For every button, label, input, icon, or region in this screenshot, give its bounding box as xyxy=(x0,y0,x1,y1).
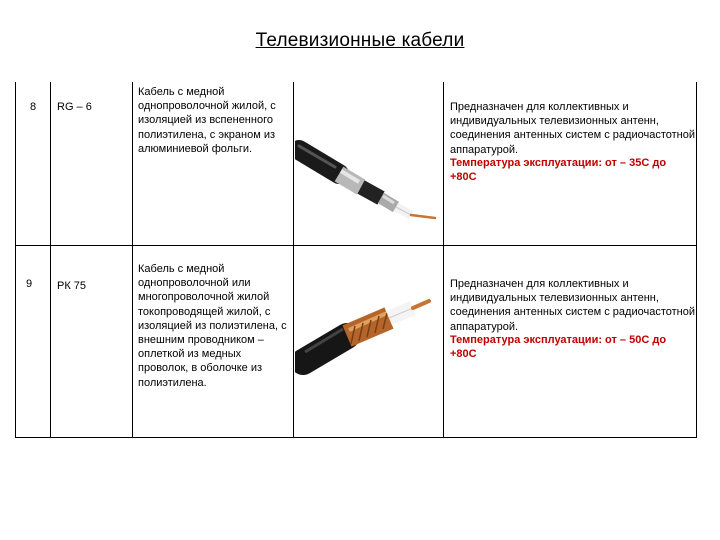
row-number: 8 xyxy=(29,101,37,113)
cable-purpose: Предназначен для коллективных и индивидуальных телевизионных антенн, соединения антенных систем с радиочастотной аппаратурой. xyxy=(450,101,695,156)
table-border-left xyxy=(15,82,16,438)
row-number: 9 xyxy=(25,278,33,290)
cable-image-rk75 xyxy=(295,296,441,376)
temperature-range: Температура эксплуатации: от – 50С до +80С xyxy=(450,334,667,361)
page-title: Телевизионные кабели xyxy=(255,30,465,51)
cable-type: RG – 6 xyxy=(57,101,92,113)
column-divider xyxy=(293,82,294,438)
column-divider xyxy=(50,82,51,438)
cable-purpose: Предназначен для коллективных и индивидуальных телевизионных антенн, соединения антенных систем с радиочастотной аппаратурой. xyxy=(450,278,695,333)
table-border-right xyxy=(696,82,697,438)
row-divider xyxy=(15,245,697,246)
column-divider xyxy=(443,82,444,438)
cable-description: Кабель с медной однопроволочной или многопроволочной жилой токопроводящей жилой, с изоляцией из полиэтилена, с внешним проводником – оплеткой из медных проволок, в оболочке из полиэтилена. xyxy=(138,263,287,389)
table-border-bottom xyxy=(15,437,697,438)
cable-type: РК 75 xyxy=(57,280,87,292)
column-divider xyxy=(132,82,133,438)
cable-description: Кабель с медной однопроволочной жилой, с изоляцией из вспененного полиэтилена, с экраном из алюминиевой фольги. xyxy=(138,86,276,155)
temperature-range: Температура эксплуатации: от – 35С до +80С xyxy=(450,157,667,184)
cable-image-rg6 xyxy=(295,140,441,220)
